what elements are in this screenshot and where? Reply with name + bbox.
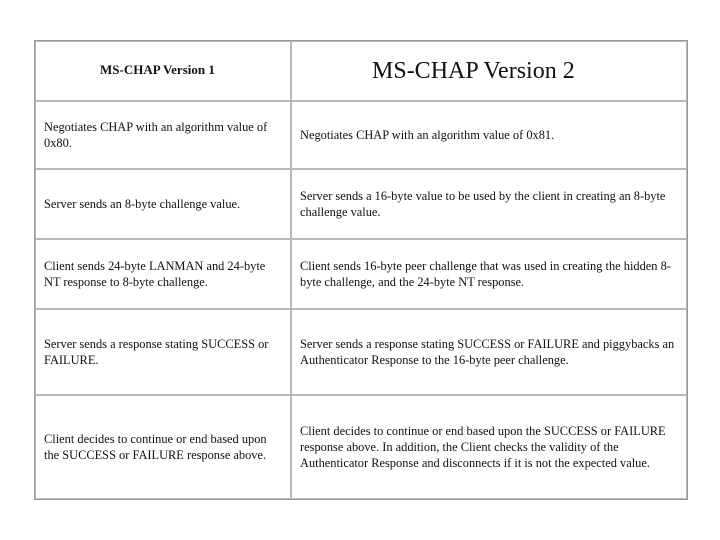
cell-version-2: Negotiates CHAP with an algorithm value of 0x81. — [291, 101, 687, 169]
table-row — [35, 395, 687, 499]
comparison-table — [34, 40, 688, 500]
cell-version-2: Server sends a 16-byte value to be used by the client in creating an 8-byte challenge value. — [291, 169, 687, 239]
table-row — [35, 239, 687, 309]
cell-version-1: Negotiates CHAP with an algorithm value of 0x80. — [35, 101, 291, 169]
table-row — [35, 169, 687, 239]
cell-version-2: Client decides to continue or end based upon the SUCCESS or FAILURE response above. In addition, the Client checks the validity of the Authenticator Response and disconnects if it is not the expected value. — [291, 395, 687, 499]
cell-version-1: Client decides to continue or end based upon the SUCCESS or FAILURE response above. — [35, 395, 291, 499]
table-row — [35, 309, 687, 395]
header-row — [35, 41, 687, 101]
header-version-1: MS-CHAP Version 1 — [35, 41, 291, 101]
cell-version-2: Client sends 16-byte peer challenge that was used in creating the hidden 8-byte challenge, and the 24-byte NT response. — [291, 239, 687, 309]
table-row — [35, 101, 687, 169]
cell-version-1: Server sends a response stating SUCCESS or FAILURE. — [35, 309, 291, 395]
header-version-2: MS-CHAP Version 2 — [291, 41, 687, 101]
cell-version-2: Server sends a response stating SUCCESS or FAILURE and piggybacks an Authenticator Response to the 16-byte peer challenge. — [291, 309, 687, 395]
cell-version-1: Client sends 24-byte LANMAN and 24-byte NT response to 8-byte challenge. — [35, 239, 291, 309]
cell-version-1: Server sends an 8-byte challenge value. — [35, 169, 291, 239]
